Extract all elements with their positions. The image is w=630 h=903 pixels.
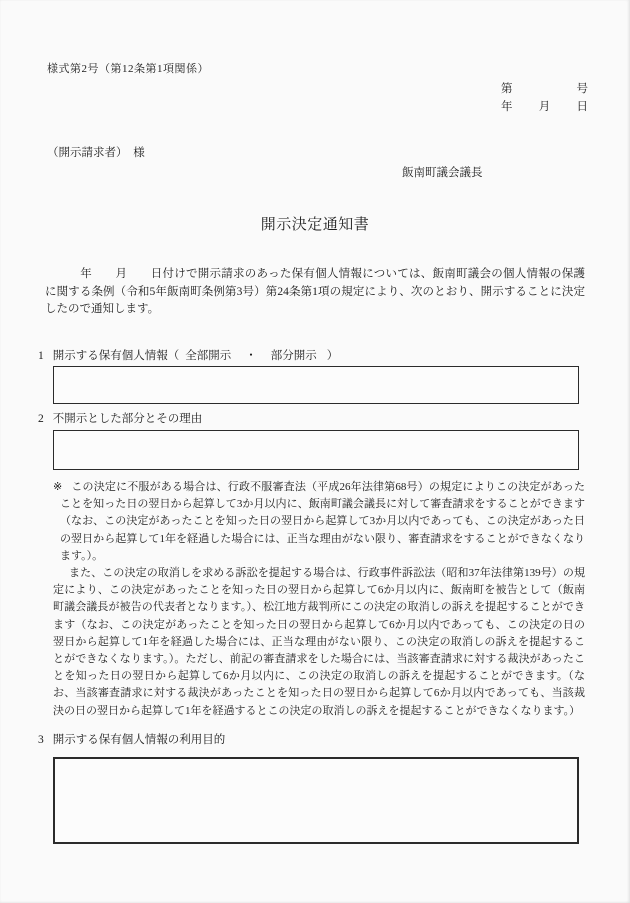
section-3-label: 開示する保有個人情報の利用目的 [52, 734, 226, 746]
sender-name: 飯南町議会議長 [402, 167, 483, 179]
page-title: 開示決定通知書 [260, 217, 370, 233]
disclosed-information-box [53, 366, 579, 404]
option-separator-dot: ・ [245, 350, 257, 362]
addressee-line: （開示請求者） 様 [47, 147, 145, 159]
section-1-number: 1 [38, 350, 44, 362]
note-paragraph-1-text: この決定に不服がある場合は、行政不服審査法（平成26年法律第68号）の規定によりこの決定があったことを知った日の翌日から起算して3か月以内に、飯南町議会議長に対して審査請求をすることができます（なお、この決定があったことを知った日の翌日から起算して3か月以内であっても、この決定があった日の翌日から起算して1年を経過した場合には、正当な理由がない限り、審査請求をすることができなくなります。）。 [60, 481, 585, 562]
nondisclosed-parts-reason-box [53, 430, 579, 470]
note-paragraph-1 [53, 479, 585, 565]
section-2-heading [38, 410, 202, 426]
section-3-heading [38, 731, 225, 747]
form-id-label: 様式第2号（第12条第1項関係） [47, 63, 209, 75]
note-marker: ※ [53, 481, 63, 493]
doc-number-prefix: 第 [501, 83, 513, 95]
section-1-paren-close: ） [326, 350, 339, 362]
document-number-block [501, 80, 588, 116]
usage-purpose-box [53, 757, 579, 844]
date-day-label: 日 [576, 101, 588, 113]
section-2-label: 不開示とした部分とその理由 [52, 413, 203, 425]
date-line [501, 98, 588, 116]
date-year-label: 年 [501, 101, 513, 113]
option-partial-disclosure: 部分開示 [270, 350, 317, 362]
date-month-label: 月 [538, 101, 551, 113]
note-paragraph-2: また、この決定の取消しを求める訴訟を提起する場合は、行政事件訴訟法（昭和37年法律第139号）の規定により、この決定があったことを知った日の翌日から起算して6か月以内に、飯南町を被告として（飯南町議会議長が被告の代表者となります。）、松江地方裁判所にこの決定の取消しの訴えを提起することができます（なお、この決定があったことを知った日の翌日から起算して6か月以内であっても、この決定の日の翌日から起算して1年を経過した場合には、正当な理由がない限り、この決定の取消しの訴えを提起することができなくなります。）。ただし、前記の審査請求をした場合には、当該審査請求に対する裁決があったことを知った日の翌日から起算して6か月以内に、この決定の取消しの訴えを提起することができます。（なお、当該審査請求に対する裁決があったことを知った日の翌日から起算して6か月以内であっても、当該裁決の日の翌日から起算して1年を経過するとこの決定の取消しの訴えを提起することができなくなります。） [53, 567, 585, 717]
doc-number-suffix: 号 [576, 83, 588, 95]
appeal-instructions-note [53, 479, 585, 720]
section-1-paren-open: （ [167, 350, 180, 362]
notification-body-text: 年 月 日付けで開示請求のあった保有個人情報については、飯南町議会の個人情報の保護に関する条例（令和5年飯南町条例第3号）第24条第1項の規定により、次のとおり、開示することに決定したので通知します。 [45, 268, 585, 315]
option-full-disclosure: 全部開示 [185, 350, 232, 362]
section-1-label: 開示する保有個人情報 [52, 350, 168, 362]
section-3-number: 3 [38, 734, 44, 746]
section-2-number: 2 [38, 413, 44, 425]
section-1-heading [38, 347, 338, 363]
document-number-line [501, 80, 588, 98]
